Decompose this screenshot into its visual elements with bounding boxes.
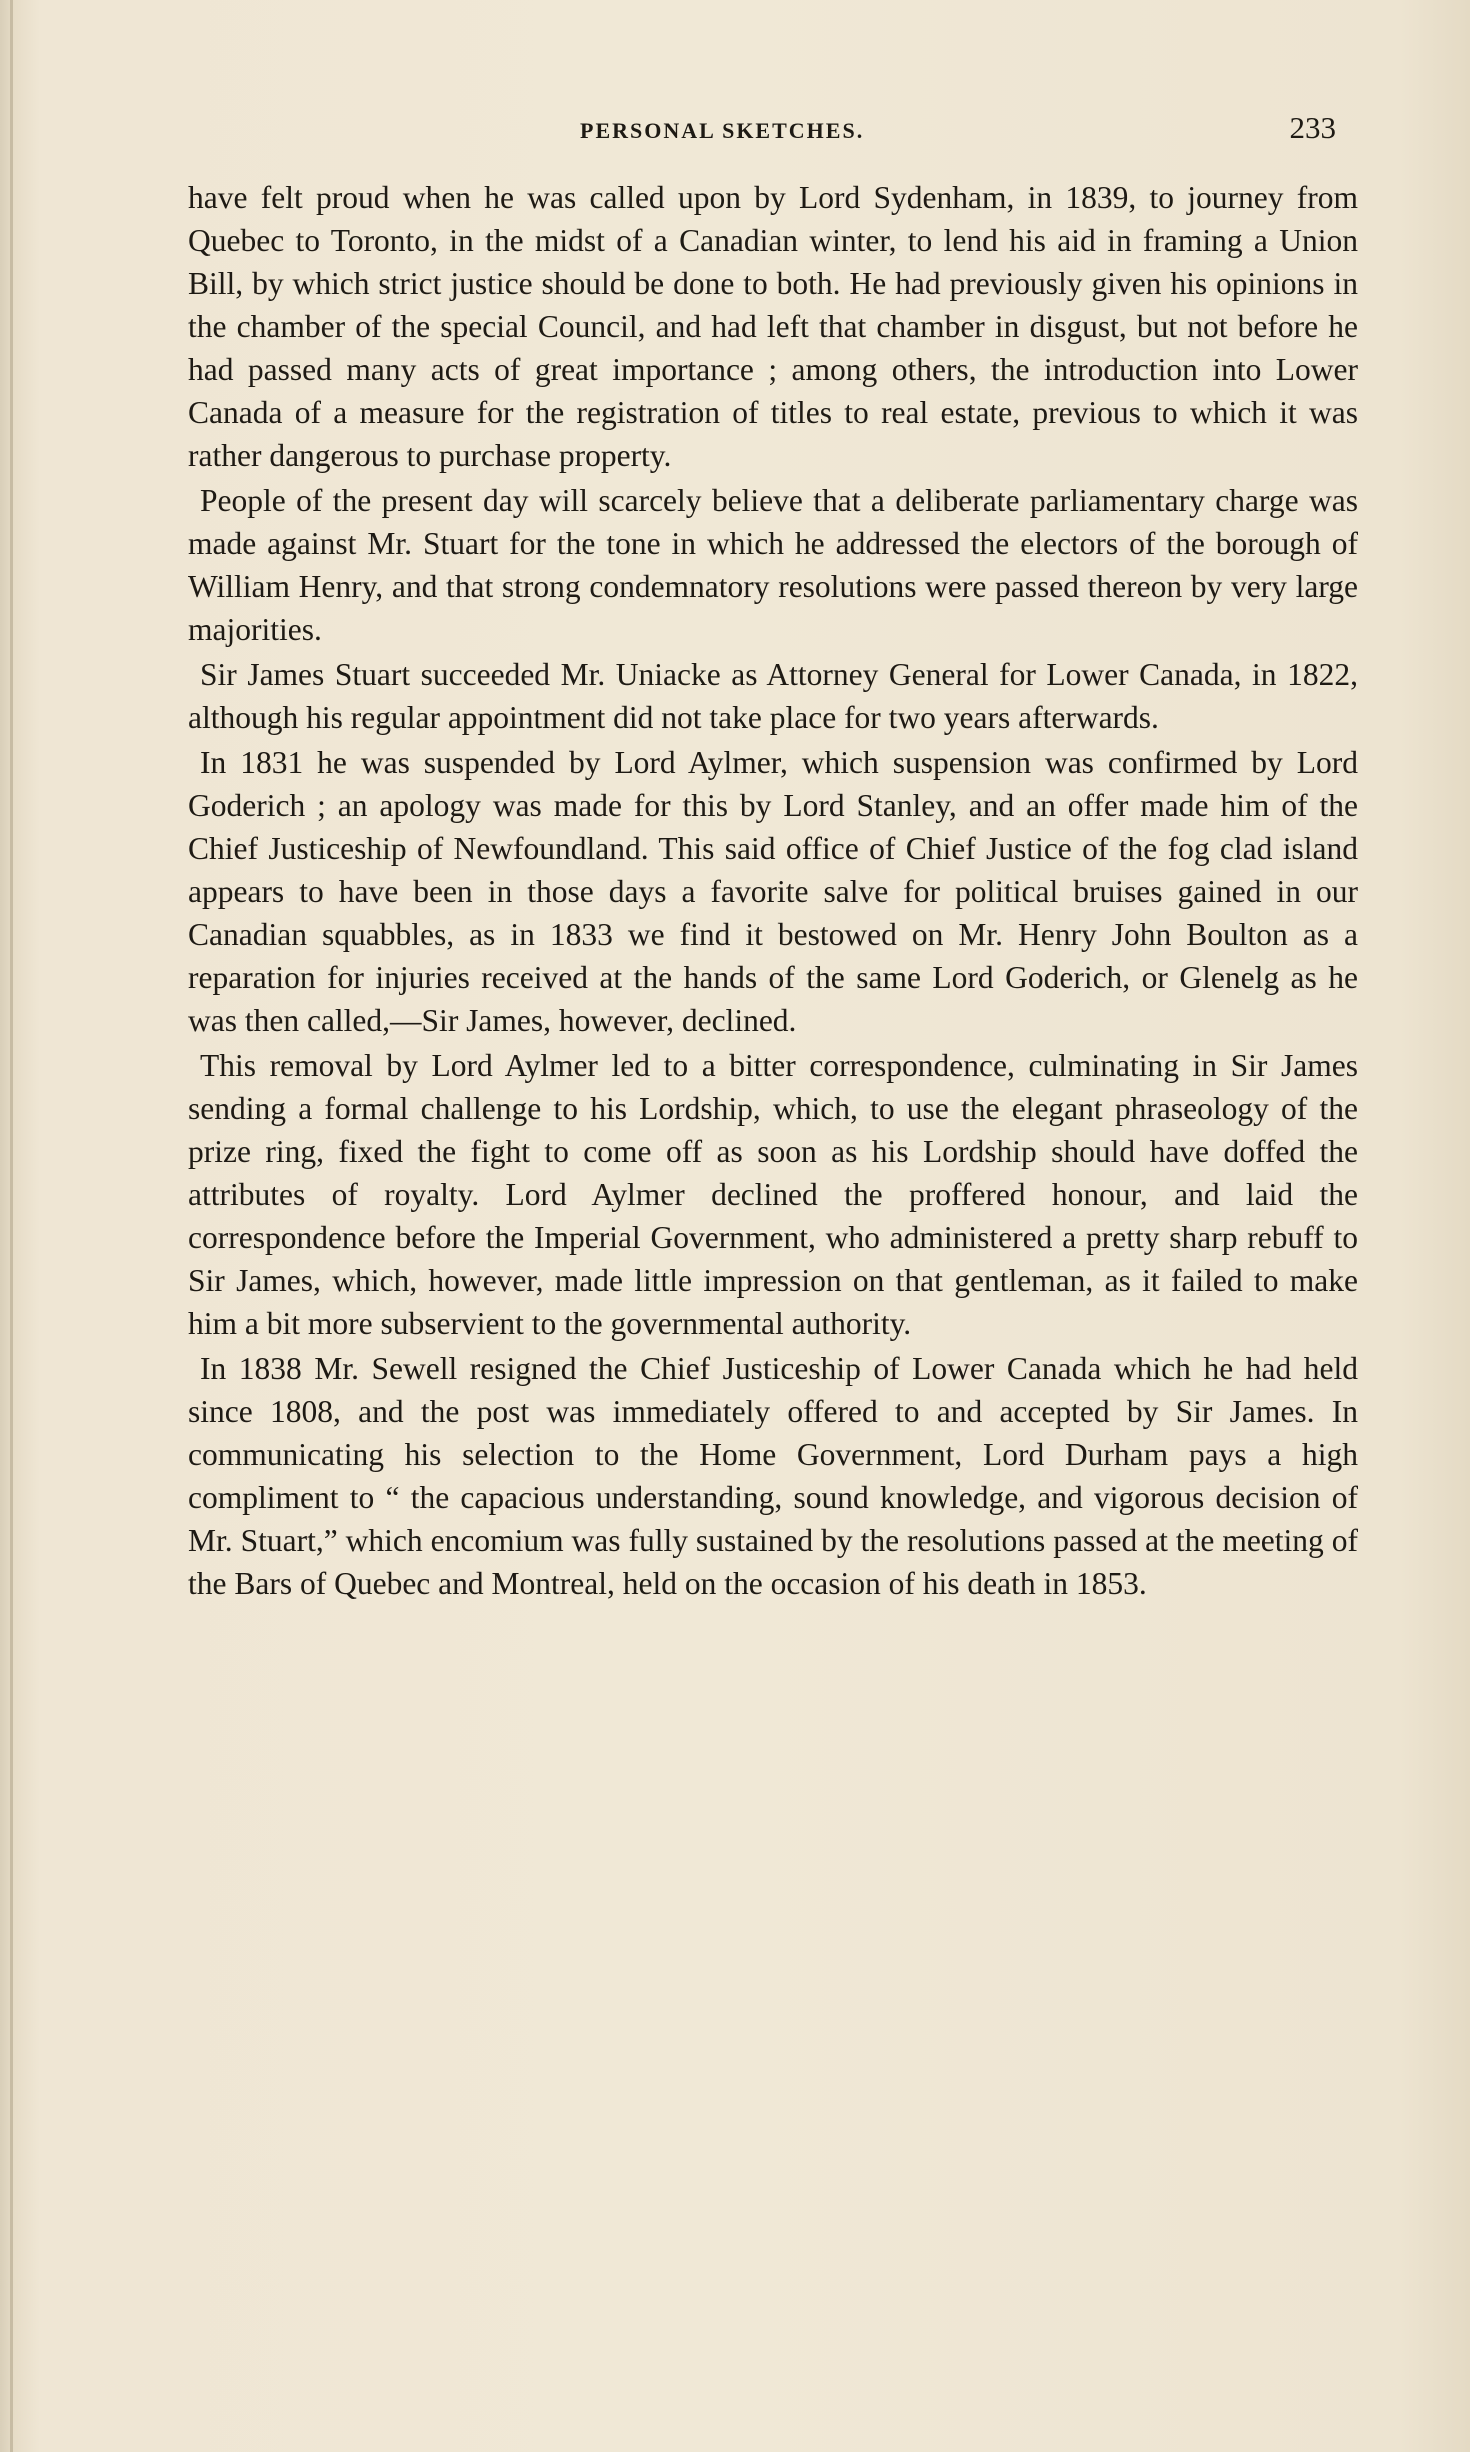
body-text bbox=[188, 176, 1358, 1607]
paragraph: Sir James Stuart succeeded Mr. Uniacke as Attorney General for Lower Canada, in 1822, although his regular appointment did not take place for two years afterwards. bbox=[188, 657, 1358, 735]
paragraph: People of the present day will scarcely believe that a deliberate parliamentary charge was made against Mr. Stuart for the tone in which he addressed the electors of the borough of William Henry, and that strong condemnatory resolutions were passed thereon by very large majorities. bbox=[188, 483, 1358, 647]
running-head: PERSONAL SKETCHES. bbox=[580, 118, 865, 143]
paragraph: have felt proud when he was called upon by Lord Sydenham, in 1839, to journey from Quebec to Toronto, in the midst of a Canadian winter, to lend his aid in framing a Union Bill, by which strict justice should be done to both. He had previously given his opinions in the chamber of the special Council, and had left that chamber in disgust, but not before he had passed many acts of great importance ; among others, the introduction into Lower Canada of a measure for the registration of titles to real estate, previous to which it was rather dangerous to purchase property. bbox=[188, 180, 1358, 473]
paragraph: In 1831 he was suspended by Lord Aylmer, which suspension was confirmed by Lord Goderich ; an apology was made for this by Lord Stanley, and an offer made him of the Chief Justiceship of Newfoundland. This said office of Chief Justice of the fog clad island appears to have been in those days a favorite salve for political bruises gained in our Canadian squabbles, as in 1833 we find it bestowed on Mr. Henry John Boulton as a reparation for injuries received at the hands of the same Lord Goderich, or Glenelg as he was then called,—Sir James, however, declined. bbox=[188, 745, 1358, 1038]
paragraph: This removal by Lord Aylmer led to a bitter correspondence, culminating in Sir James sending a formal challenge to his Lordship, which, to use the elegant phraseology of the prize ring, fixed the fight to come off as soon as his Lordship should have doffed the attributes of royalty. Lord Aylmer declined the proffered honour, and laid the correspondence before the Imperial Government, who administered a pretty sharp rebuff to Sir James, which, however, made little impression on that gentleman, as it failed to make him a bit more subservient to the governmental authority. bbox=[188, 1048, 1358, 1341]
page-gutter bbox=[10, 0, 13, 2452]
page-number: 233 bbox=[1289, 110, 1336, 145]
page-header bbox=[200, 108, 1356, 158]
paragraph: In 1838 Mr. Sewell resigned the Chief Justiceship of Lower Canada which he had held since 1808, and the post was immediately offered to and accepted by Sir James. In communicating his selection to the Home Government, Lord Durham pays a high compliment to “ the capacious understanding, sound knowledge, and vigorous decision of Mr. Stuart,” which encomium was fully sustained by the resolutions passed at the meeting of the Bars of Quebec and Montreal, held on the occasion of his death in 1853. bbox=[188, 1351, 1358, 1601]
